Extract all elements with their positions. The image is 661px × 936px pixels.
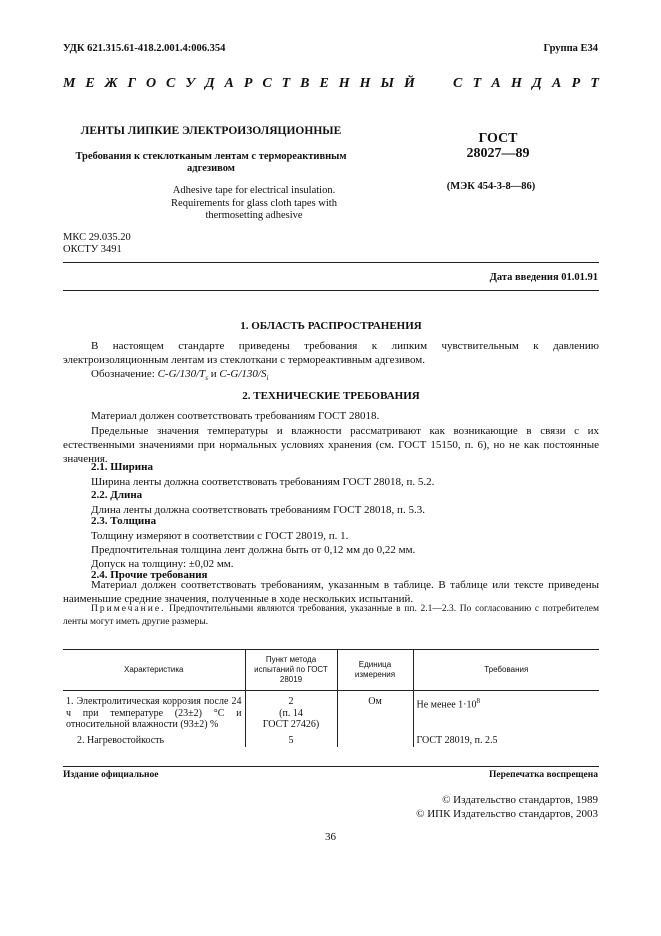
heading-letter: Й — [403, 76, 415, 91]
heading-letter: Е — [319, 76, 329, 91]
mks-code: МКС 29.035.20 — [63, 232, 131, 243]
divider — [63, 766, 599, 767]
designation-2: $C-G/130/S_i$ — [219, 368, 269, 383]
heading-word-interstate — [63, 76, 415, 92]
title-en-line: Requirements for glass cloth tapes with — [171, 197, 337, 209]
table-row — [63, 691, 599, 732]
table-row — [63, 732, 599, 748]
document-subtitle-ru — [63, 151, 359, 175]
table-header-row — [63, 650, 599, 691]
interstate-standard-heading — [63, 76, 599, 92]
designation-1: $C-G/130/T_s$ — [157, 368, 209, 383]
heading-letter: Н — [511, 76, 522, 91]
gost-label: ГОСТ — [478, 131, 518, 146]
subsection-2-4-title: 2.4. Прочие требования — [91, 569, 208, 581]
table-cell-characteristic: 1. Электролитическая коррозия после 24 ч при температуре (23±2) °С и относительной влажности (93±2) % — [66, 696, 242, 730]
table-cell-requirement: ГОСТ 28019, п. 2.5 — [413, 732, 599, 748]
iec-reference: (МЭК 454-3-8—86) — [446, 181, 536, 192]
note-text: Предпочтительными являются требования, указанные в пп. 2.1—2.3. По согласованию с потребителем ленты могут иметь другие размеры. — [63, 604, 599, 627]
heading-letter: Т — [472, 76, 482, 91]
heading-letter: А — [491, 76, 501, 91]
column-header: Единица измерения — [337, 650, 413, 691]
official-edition-label: Издание официальное — [63, 770, 159, 780]
column-header: Пункт метода испытаний по ГОСТ 28019 — [245, 650, 337, 691]
section-2-para-1: Материал должен соответствовать требованиям ГОСТ 28018. — [91, 410, 380, 422]
introduction-date — [490, 272, 598, 283]
copyright-line-1: © Издательство стандартов, 1989 — [442, 794, 598, 806]
heading-letter: Ы — [380, 76, 395, 91]
designation-label: Обозначение: — [91, 368, 158, 380]
subsection-2-4-text: Материал должен соответствовать требованиям, указанным в таблице. В таблице или тексте приведены наименьшие средние значения, полученные в ходе нескольких испытаний. — [63, 579, 599, 605]
title-en-line: thermosetting adhesive — [205, 210, 303, 221]
heading-letter: Р — [243, 76, 253, 91]
table-cell-unit: Ом — [337, 691, 413, 732]
heading-letter: О — [145, 76, 157, 91]
note-label: Примечание. — [91, 604, 166, 614]
requirements-table — [63, 649, 599, 747]
section-2-para-2: Предельные значения температуры и влажности рассматривают как возникающие в связи с их естественными значениями при нормальных условиях хранения (см. ГОСТ 15150, п. 6), но не как постоянные значения. — [63, 425, 599, 465]
table-cell-unit — [337, 732, 413, 748]
note — [63, 603, 599, 629]
heading-letter: А — [551, 76, 562, 91]
copyright-line-2: © ИПК Издательство стандартов, 2003 — [416, 808, 598, 820]
heading-letter: С — [453, 76, 463, 91]
column-header: Требования — [413, 650, 599, 691]
heading-letter: Р — [571, 76, 581, 91]
section-2-title: 2. ТЕХНИЧЕСКИЕ ТРЕБОВАНИЯ — [242, 390, 420, 402]
designation-line: Обозначение: $C-G/130/T_s$ и $C-G/130/S_i$ — [91, 368, 269, 383]
heading-letter: Н — [359, 76, 371, 91]
subsection-2-3-text-2: Предпочтительная толщина лент должна быть от 0,12 мм до 0,22 мм. — [91, 544, 416, 556]
divider — [63, 262, 599, 263]
table-cell-requirement: Не менее $1\cdot 10^8$ — [413, 691, 599, 732]
intro-date-value: 01.01.91 — [561, 272, 598, 283]
heading-word-standard — [453, 76, 599, 92]
heading-letter: Г — [127, 76, 136, 91]
reprint-prohibited-label: Перепечатка воспрещена — [488, 770, 598, 780]
heading-letter: Д — [532, 76, 542, 91]
heading-letter: В — [300, 76, 310, 91]
okstu-code: ОКСТУ 3491 — [63, 244, 122, 255]
gost-number: 28027—89 — [466, 146, 530, 161]
heading-letter: М — [63, 76, 76, 91]
page-number: 36 — [325, 831, 336, 843]
column-header: Характеристика — [63, 650, 245, 691]
subtitle-line: Требования к стеклотканым лентам с термореактивным — [75, 151, 347, 162]
heading-letter: Т — [590, 76, 599, 91]
heading-letter: С — [262, 76, 272, 91]
heading-letter: У — [185, 76, 196, 91]
subsection-2-1-title: 2.1. Ширина — [91, 461, 153, 473]
heading-letter: С — [166, 76, 176, 91]
intro-date-label: Дата введения — [489, 272, 562, 283]
title-en-line: Adhesive tape for electrical insulation. — [172, 185, 336, 196]
heading-letter: Н — [338, 76, 350, 91]
classification-codes — [63, 232, 131, 256]
group-code: Группа Е34 — [543, 43, 598, 54]
heading-letter: Е — [85, 76, 95, 91]
document-title-ru: ЛЕНТЫ ЛИПКИЕ ЭЛЕКТРОИЗОЛЯЦИОННЫЕ — [80, 125, 342, 137]
table-cell-method: 2 (п. 14 ГОСТ 27426) — [245, 691, 337, 732]
section-1-title: 1. ОБЛАСТЬ РАСПРОСТРАНЕНИЯ — [240, 320, 422, 332]
gost-designation — [438, 131, 558, 161]
udk-code: УДК 621.315.61-418.2.001.4:006.354 — [63, 43, 226, 54]
subsection-2-3-title: 2.3. Толщина — [91, 515, 157, 527]
subtitle-line: адгезивом — [187, 163, 235, 174]
heading-letter: Д — [205, 76, 215, 91]
subsection-2-3-text-1: Толщину измеряют в соответствии с ГОСТ 28019, п. 1. — [91, 530, 349, 542]
heading-letter: Ж — [104, 76, 118, 91]
section-1-text: В настоящем стандарте приведены требования к липким чувствительным к давлению электроизоляционным лентам из стеклоткани с термореактивным адгезивом. — [63, 340, 599, 366]
table-cell-characteristic: 2. Нагревостойкость — [77, 734, 165, 746]
subsection-2-3-text-3: Допуск на толщину: ±0,02 мм. — [91, 558, 234, 570]
divider — [63, 290, 599, 291]
subsection-2-2-title: 2.2. Длина — [91, 489, 143, 501]
table-cell-method: 5 — [245, 732, 337, 748]
heading-letter: А — [224, 76, 234, 91]
subsection-2-2-text: Длина ленты должна соответствовать требованиям ГОСТ 28018, п. 5.3. — [91, 504, 425, 516]
heading-letter: Т — [281, 76, 291, 91]
subsection-2-1-text: Ширина ленты должна соответствовать требованиям ГОСТ 28018, п. 5.2. — [91, 476, 435, 488]
document-title-en — [63, 185, 445, 223]
